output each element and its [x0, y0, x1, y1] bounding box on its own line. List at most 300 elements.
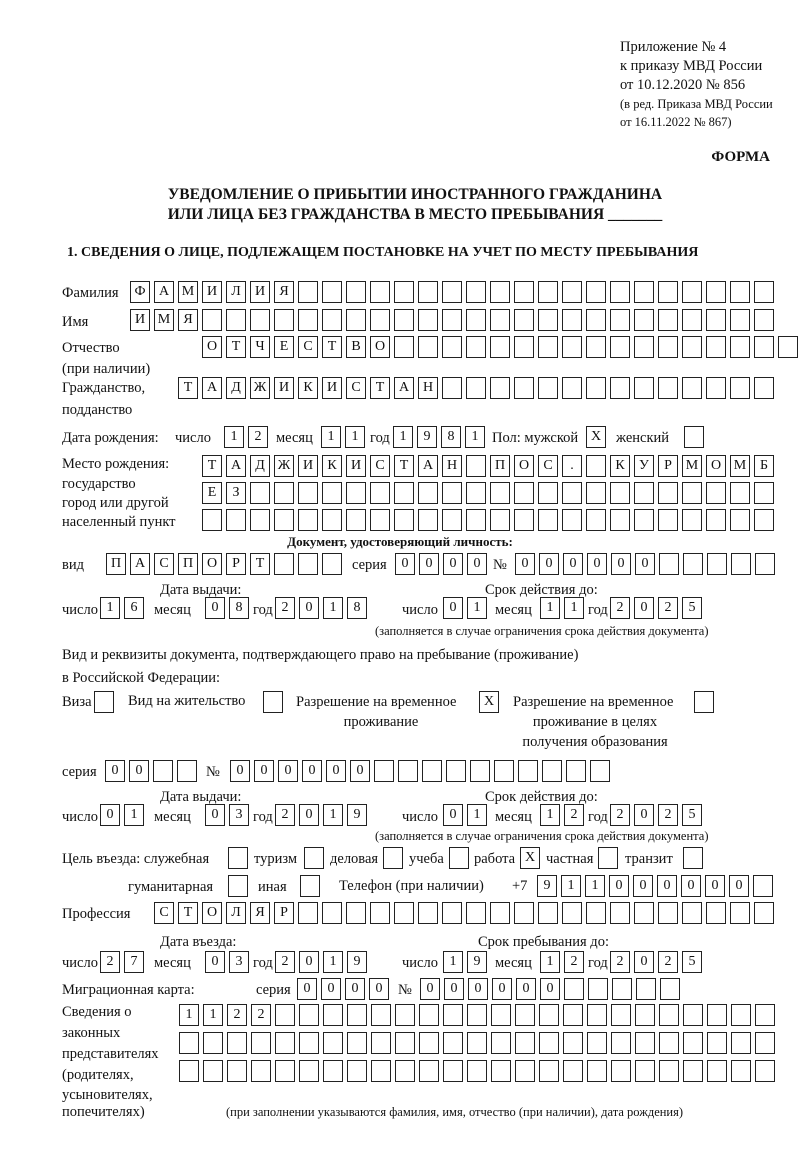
char-box[interactable] [322, 482, 342, 504]
char-box[interactable] [706, 482, 726, 504]
char-box[interactable] [442, 309, 462, 331]
char-box[interactable]: 1 [345, 426, 365, 448]
char-box[interactable] [610, 336, 630, 358]
char-box[interactable] [682, 509, 702, 531]
char-box[interactable] [514, 902, 534, 924]
char-box[interactable] [491, 1032, 511, 1054]
char-box[interactable] [754, 309, 774, 331]
char-box[interactable] [636, 978, 656, 1000]
id-series-field[interactable] [395, 553, 487, 575]
char-box[interactable] [298, 482, 318, 504]
char-box[interactable] [659, 1032, 679, 1054]
char-box[interactable] [564, 978, 584, 1000]
char-box[interactable] [658, 281, 678, 303]
purpose-business-checkbox[interactable] [383, 847, 403, 869]
char-box[interactable]: Р [658, 455, 678, 477]
stay-issue-day-field[interactable] [100, 804, 144, 826]
char-box[interactable] [304, 847, 324, 869]
char-box[interactable] [274, 553, 294, 575]
char-box[interactable]: 2 [100, 951, 120, 973]
char-box[interactable] [442, 377, 462, 399]
char-box[interactable]: 1 [540, 597, 560, 619]
char-box[interactable] [611, 1004, 631, 1026]
char-box[interactable]: Н [418, 377, 438, 399]
char-box[interactable]: 2 [564, 951, 584, 973]
char-box[interactable] [371, 1004, 391, 1026]
char-box[interactable] [490, 509, 510, 531]
char-box[interactable] [323, 1004, 343, 1026]
char-box[interactable] [275, 1060, 295, 1082]
char-box[interactable]: 0 [100, 804, 120, 826]
char-box[interactable]: А [418, 455, 438, 477]
char-box[interactable] [490, 482, 510, 504]
stay-issue-month-field[interactable] [205, 804, 249, 826]
char-box[interactable] [299, 1060, 319, 1082]
char-box[interactable]: 0 [205, 597, 225, 619]
char-box[interactable] [682, 336, 702, 358]
char-box[interactable] [634, 902, 654, 924]
char-box[interactable] [730, 336, 750, 358]
char-box[interactable]: 2 [658, 804, 678, 826]
stay-issue-year-field[interactable] [275, 804, 367, 826]
char-box[interactable] [371, 1032, 391, 1054]
char-box[interactable]: 8 [347, 597, 367, 619]
char-box[interactable]: 0 [345, 978, 365, 1000]
birth-day-field[interactable] [224, 426, 268, 448]
char-box[interactable]: Ф [130, 281, 150, 303]
char-box[interactable] [586, 455, 606, 477]
char-box[interactable] [684, 426, 704, 448]
char-box[interactable] [494, 760, 514, 782]
purpose-private-checkbox[interactable] [598, 847, 618, 869]
char-box[interactable]: Е [274, 336, 294, 358]
char-box[interactable]: Т [202, 455, 222, 477]
char-box[interactable]: Б [754, 455, 774, 477]
char-box[interactable]: 1 [564, 597, 584, 619]
char-box[interactable]: 0 [350, 760, 370, 782]
char-box[interactable] [562, 309, 582, 331]
char-box[interactable] [659, 1004, 679, 1026]
char-box[interactable] [658, 902, 678, 924]
char-box[interactable]: 0 [515, 553, 535, 575]
char-box[interactable] [514, 336, 534, 358]
char-box[interactable] [263, 691, 283, 713]
char-box[interactable]: А [202, 377, 222, 399]
name-field[interactable] [130, 309, 774, 331]
char-box[interactable] [298, 553, 318, 575]
char-box[interactable] [442, 336, 462, 358]
char-box[interactable]: 2 [275, 951, 295, 973]
char-box[interactable] [730, 377, 750, 399]
char-box[interactable] [298, 309, 318, 331]
char-box[interactable] [562, 281, 582, 303]
char-box[interactable] [228, 875, 248, 897]
char-box[interactable]: 2 [275, 804, 295, 826]
char-box[interactable] [682, 902, 702, 924]
char-box[interactable] [539, 1004, 559, 1026]
char-box[interactable] [611, 1032, 631, 1054]
representatives-row-3[interactable] [179, 1060, 775, 1082]
char-box[interactable]: 0 [609, 875, 629, 897]
char-box[interactable] [635, 1032, 655, 1054]
representatives-row-2[interactable] [179, 1032, 775, 1054]
char-box[interactable]: Р [226, 553, 246, 575]
char-box[interactable] [707, 1032, 727, 1054]
char-box[interactable] [587, 1004, 607, 1026]
char-box[interactable] [418, 902, 438, 924]
stay-valid-month-field[interactable] [540, 804, 584, 826]
char-box[interactable] [658, 482, 678, 504]
char-box[interactable]: Е [202, 482, 222, 504]
char-box[interactable] [683, 1060, 703, 1082]
char-box[interactable]: 0 [634, 597, 654, 619]
char-box[interactable] [449, 847, 469, 869]
char-box[interactable] [323, 1032, 343, 1054]
citizenship-field[interactable] [178, 377, 774, 399]
char-box[interactable]: Н [442, 455, 462, 477]
char-box[interactable]: О [706, 455, 726, 477]
char-box[interactable] [466, 902, 486, 924]
char-box[interactable] [730, 482, 750, 504]
char-box[interactable] [514, 377, 534, 399]
until-year-field[interactable] [610, 951, 702, 973]
char-box[interactable] [706, 509, 726, 531]
char-box[interactable] [730, 281, 750, 303]
char-box[interactable]: 1 [540, 951, 560, 973]
char-box[interactable] [682, 482, 702, 504]
char-box[interactable] [298, 281, 318, 303]
char-box[interactable] [370, 509, 390, 531]
char-box[interactable] [442, 902, 462, 924]
char-box[interactable]: 5 [682, 597, 702, 619]
until-day-field[interactable] [443, 951, 487, 973]
char-box[interactable]: И [274, 377, 294, 399]
char-box[interactable]: А [130, 553, 150, 575]
char-box[interactable] [446, 760, 466, 782]
char-box[interactable] [467, 1060, 487, 1082]
char-box[interactable] [590, 760, 610, 782]
char-box[interactable] [731, 1032, 751, 1054]
birth-place-row-3[interactable] [202, 509, 774, 531]
char-box[interactable]: 1 [393, 426, 413, 448]
char-box[interactable]: И [346, 455, 366, 477]
char-box[interactable]: Я [178, 309, 198, 331]
char-box[interactable] [274, 482, 294, 504]
char-box[interactable] [515, 1060, 535, 1082]
char-box[interactable] [422, 760, 442, 782]
char-box[interactable]: 1 [321, 426, 341, 448]
char-box[interactable]: 2 [564, 804, 584, 826]
char-box[interactable] [395, 1004, 415, 1026]
char-box[interactable] [682, 377, 702, 399]
stay-series-field[interactable] [105, 760, 197, 782]
char-box[interactable] [538, 281, 558, 303]
char-box[interactable]: 0 [729, 875, 749, 897]
char-box[interactable] [598, 847, 618, 869]
char-box[interactable] [587, 1032, 607, 1054]
purpose-humanitarian-checkbox[interactable] [228, 875, 248, 897]
char-box[interactable]: З [226, 482, 246, 504]
char-box[interactable] [778, 336, 798, 358]
char-box[interactable] [683, 553, 703, 575]
char-box[interactable] [490, 377, 510, 399]
char-box[interactable] [490, 281, 510, 303]
char-box[interactable] [538, 902, 558, 924]
char-box[interactable]: 0 [254, 760, 274, 782]
char-box[interactable] [274, 509, 294, 531]
char-box[interactable] [467, 1004, 487, 1026]
char-box[interactable]: 2 [610, 597, 630, 619]
char-box[interactable]: 0 [230, 760, 250, 782]
char-box[interactable] [347, 1060, 367, 1082]
char-box[interactable] [706, 281, 726, 303]
char-box[interactable]: Т [394, 455, 414, 477]
id-issue-month-field[interactable] [205, 597, 249, 619]
char-box[interactable]: 9 [347, 804, 367, 826]
char-box[interactable]: Т [178, 377, 198, 399]
char-box[interactable]: П [490, 455, 510, 477]
char-box[interactable] [251, 1060, 271, 1082]
char-box[interactable]: 0 [539, 553, 559, 575]
char-box[interactable] [586, 902, 606, 924]
char-box[interactable]: М [154, 309, 174, 331]
char-box[interactable] [322, 509, 342, 531]
char-box[interactable] [442, 482, 462, 504]
char-box[interactable]: 0 [326, 760, 346, 782]
char-box[interactable] [514, 509, 534, 531]
char-box[interactable]: 0 [395, 553, 415, 575]
char-box[interactable] [611, 1060, 631, 1082]
migration-number-field[interactable] [420, 978, 680, 1000]
char-box[interactable] [755, 553, 775, 575]
char-box[interactable] [322, 902, 342, 924]
char-box[interactable] [566, 760, 586, 782]
char-box[interactable]: 0 [468, 978, 488, 1000]
char-box[interactable] [635, 1004, 655, 1026]
char-box[interactable]: 9 [467, 951, 487, 973]
visa-checkbox[interactable] [94, 691, 114, 713]
char-box[interactable] [419, 1060, 439, 1082]
char-box[interactable]: 0 [634, 951, 654, 973]
char-box[interactable]: М [178, 281, 198, 303]
char-box[interactable] [347, 1004, 367, 1026]
char-box[interactable] [394, 336, 414, 358]
char-box[interactable] [203, 1060, 223, 1082]
char-box[interactable]: С [154, 902, 174, 924]
char-box[interactable] [538, 336, 558, 358]
char-box[interactable]: 0 [321, 978, 341, 1000]
char-box[interactable] [398, 760, 418, 782]
char-box[interactable] [383, 847, 403, 869]
char-box[interactable] [562, 509, 582, 531]
char-box[interactable] [466, 455, 486, 477]
char-box[interactable] [394, 509, 414, 531]
char-box[interactable] [491, 1004, 511, 1026]
stay-valid-day-field[interactable] [443, 804, 487, 826]
char-box[interactable] [298, 902, 318, 924]
purpose-tourism-checkbox[interactable] [304, 847, 324, 869]
char-box[interactable]: 0 [443, 597, 463, 619]
char-box[interactable] [490, 902, 510, 924]
char-box[interactable] [346, 902, 366, 924]
char-box[interactable] [466, 336, 486, 358]
char-box[interactable] [275, 1032, 295, 1054]
char-box[interactable]: Ч [250, 336, 270, 358]
char-box[interactable]: К [322, 455, 342, 477]
char-box[interactable]: А [394, 377, 414, 399]
char-box[interactable] [394, 309, 414, 331]
char-box[interactable] [586, 281, 606, 303]
char-box[interactable] [250, 509, 270, 531]
char-box[interactable] [658, 336, 678, 358]
representatives-row-1[interactable] [179, 1004, 775, 1026]
char-box[interactable]: X [520, 847, 540, 869]
char-box[interactable] [610, 482, 630, 504]
char-box[interactable]: Т [370, 377, 390, 399]
char-box[interactable] [228, 847, 248, 869]
char-box[interactable] [731, 553, 751, 575]
char-box[interactable]: 0 [563, 553, 583, 575]
char-box[interactable] [518, 760, 538, 782]
entry-day-field[interactable] [100, 951, 144, 973]
char-box[interactable]: Т [250, 553, 270, 575]
migration-series-field[interactable] [297, 978, 389, 1000]
char-box[interactable] [538, 509, 558, 531]
char-box[interactable] [586, 336, 606, 358]
char-box[interactable] [706, 377, 726, 399]
char-box[interactable]: 1 [465, 426, 485, 448]
char-box[interactable]: О [370, 336, 390, 358]
char-box[interactable] [322, 553, 342, 575]
char-box[interactable]: О [202, 336, 222, 358]
char-box[interactable] [466, 281, 486, 303]
char-box[interactable]: 0 [299, 804, 319, 826]
purpose-official-checkbox[interactable] [228, 847, 248, 869]
char-box[interactable] [251, 1032, 271, 1054]
purpose-work-checkbox[interactable] [520, 847, 540, 869]
char-box[interactable] [588, 978, 608, 1000]
char-box[interactable]: 1 [323, 804, 343, 826]
char-box[interactable] [659, 553, 679, 575]
char-box[interactable]: 8 [441, 426, 461, 448]
char-box[interactable] [179, 1060, 199, 1082]
char-box[interactable] [466, 309, 486, 331]
char-box[interactable] [394, 902, 414, 924]
stay-valid-year-field[interactable] [610, 804, 702, 826]
char-box[interactable] [322, 281, 342, 303]
char-box[interactable] [586, 309, 606, 331]
char-box[interactable] [371, 1060, 391, 1082]
stay-number-field[interactable] [230, 760, 610, 782]
char-box[interactable] [682, 281, 702, 303]
char-box[interactable]: 0 [299, 597, 319, 619]
char-box[interactable]: О [202, 902, 222, 924]
char-box[interactable] [683, 1032, 703, 1054]
char-box[interactable]: Ж [274, 455, 294, 477]
char-box[interactable] [299, 1004, 319, 1026]
char-box[interactable] [538, 309, 558, 331]
char-box[interactable]: 2 [251, 1004, 271, 1026]
char-box[interactable]: 6 [124, 597, 144, 619]
char-box[interactable]: В [346, 336, 366, 358]
char-box[interactable]: 0 [634, 804, 654, 826]
char-box[interactable] [659, 1060, 679, 1082]
char-box[interactable] [587, 1060, 607, 1082]
char-box[interactable] [394, 482, 414, 504]
char-box[interactable] [731, 1004, 751, 1026]
char-box[interactable]: И [322, 377, 342, 399]
char-box[interactable] [730, 902, 750, 924]
patronymic-field[interactable] [202, 336, 798, 358]
char-box[interactable]: И [130, 309, 150, 331]
char-box[interactable]: 0 [492, 978, 512, 1000]
id-issue-day-field[interactable] [100, 597, 144, 619]
char-box[interactable]: О [202, 553, 222, 575]
char-box[interactable] [346, 309, 366, 331]
char-box[interactable]: Д [250, 455, 270, 477]
char-box[interactable] [706, 336, 726, 358]
char-box[interactable] [466, 509, 486, 531]
char-box[interactable] [515, 1032, 535, 1054]
birth-place-row-1[interactable] [202, 455, 774, 477]
phone-field[interactable] [537, 875, 773, 897]
char-box[interactable] [754, 336, 774, 358]
char-box[interactable]: 2 [248, 426, 268, 448]
char-box[interactable]: Т [226, 336, 246, 358]
char-box[interactable]: 3 [229, 804, 249, 826]
trp-edu-checkbox[interactable] [694, 691, 714, 713]
char-box[interactable]: С [154, 553, 174, 575]
char-box[interactable]: 1 [224, 426, 244, 448]
char-box[interactable]: X [479, 691, 499, 713]
char-box[interactable]: И [298, 455, 318, 477]
char-box[interactable]: 2 [227, 1004, 247, 1026]
char-box[interactable] [346, 509, 366, 531]
char-box[interactable] [274, 309, 294, 331]
char-box[interactable]: 0 [369, 978, 389, 1000]
char-box[interactable] [370, 482, 390, 504]
char-box[interactable] [374, 760, 394, 782]
char-box[interactable]: 7 [124, 951, 144, 973]
char-box[interactable]: Ж [250, 377, 270, 399]
char-box[interactable] [418, 509, 438, 531]
char-box[interactable]: 1 [203, 1004, 223, 1026]
char-box[interactable] [562, 482, 582, 504]
char-box[interactable] [563, 1004, 583, 1026]
birth-year-field[interactable] [393, 426, 485, 448]
purpose-transit-checkbox[interactable] [683, 847, 703, 869]
char-box[interactable] [658, 377, 678, 399]
char-box[interactable] [634, 309, 654, 331]
char-box[interactable] [442, 509, 462, 531]
char-box[interactable] [635, 1060, 655, 1082]
char-box[interactable] [419, 1004, 439, 1026]
char-box[interactable] [490, 336, 510, 358]
char-box[interactable]: 2 [658, 951, 678, 973]
char-box[interactable]: Я [250, 902, 270, 924]
char-box[interactable] [610, 309, 630, 331]
char-box[interactable]: С [346, 377, 366, 399]
char-box[interactable] [514, 482, 534, 504]
char-box[interactable]: 0 [302, 760, 322, 782]
char-box[interactable]: С [370, 455, 390, 477]
char-box[interactable]: С [538, 455, 558, 477]
char-box[interactable]: 0 [633, 875, 653, 897]
char-box[interactable] [706, 309, 726, 331]
char-box[interactable] [683, 1004, 703, 1026]
birth-place-row-2[interactable] [202, 482, 774, 504]
char-box[interactable] [490, 309, 510, 331]
